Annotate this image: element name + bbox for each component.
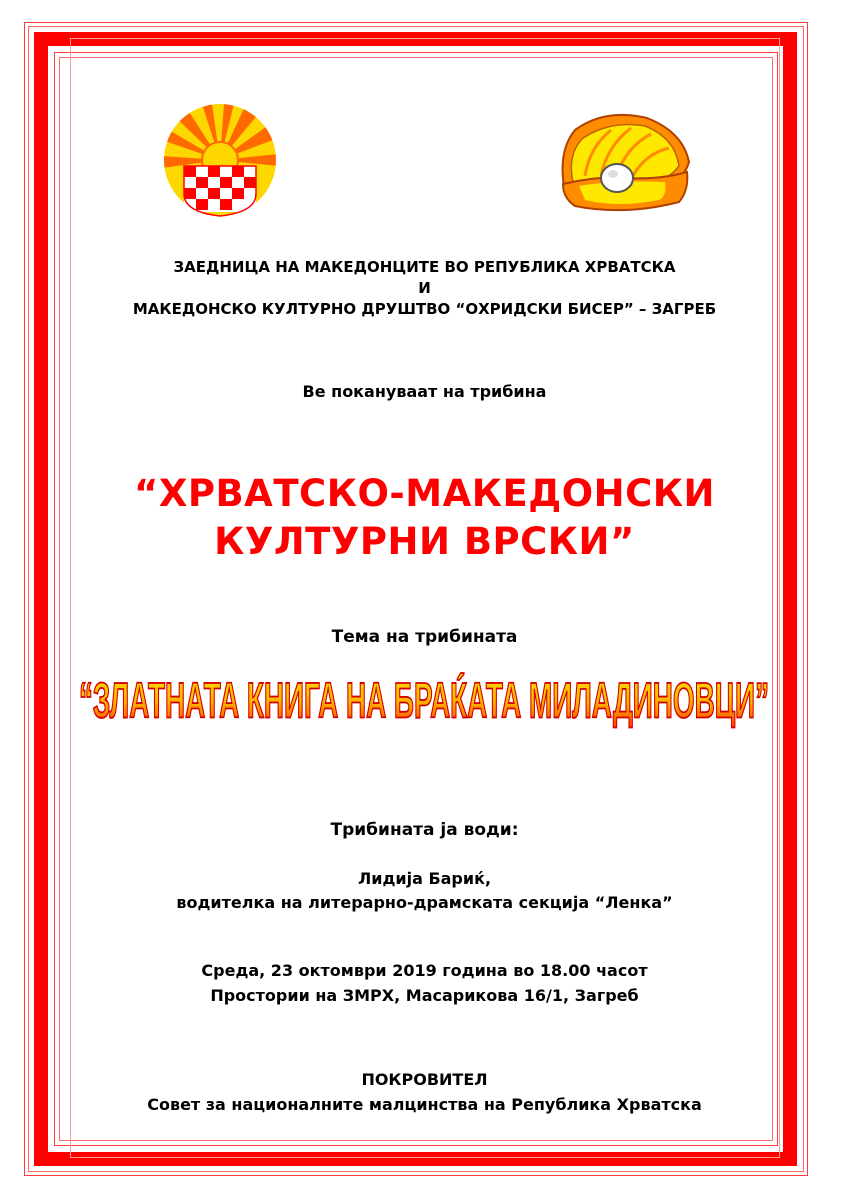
leader-info	[0, 867, 849, 915]
macedonian-community-logo	[162, 104, 278, 218]
organizer-conjunction: И	[418, 279, 431, 297]
organizers	[0, 257, 849, 320]
event-title-line-2: КУЛТУРНИ ВРСКИ”	[214, 520, 635, 563]
event-title	[0, 470, 849, 566]
leader-name: Лидија Бариќ,	[357, 869, 492, 888]
leader-role: водителка на литерарно-драмската секција “Ленка”	[176, 893, 673, 912]
theme-title	[60, 672, 789, 775]
event-title-line-1: “ХРВАТСКО-МАКЕДОНСКИ	[134, 472, 715, 515]
date-and-venue	[0, 958, 849, 1008]
theme-title-text: “ЗЛАТНАТА КНИГА НА БРАЌАТА МИЛАДИНОВЦИ”	[79, 672, 769, 729]
ohrid-pearl-shell-logo	[555, 112, 695, 214]
event-venue: Простории на ЗМРХ, Масарикова 16/1, Загреб	[210, 986, 639, 1005]
event-date: Среда, 23 октомври 2019 година во 18.00 часот	[201, 961, 648, 980]
organizer-2: МАКЕДОНСКО КУЛТУРНО ДРУШТВО “ОХРИДСКИ БИСЕР” – ЗАГРЕБ	[132, 300, 717, 318]
invitation-text: Ве покануваат на трибина	[302, 382, 547, 401]
leader-label: Трибината ја води:	[330, 820, 519, 840]
patron-info	[0, 1067, 849, 1117]
patron-label: ПОКРОВИТЕЛ	[361, 1070, 488, 1089]
theme-label: Тема на трибината	[331, 627, 518, 647]
organizer-1: ЗАЕДНИЦА НА МАКЕДОНЦИТЕ ВО РЕПУБЛИКА ХРВАТСКА	[173, 258, 676, 276]
patron-name: Совет за националните малцинства на Република Хрватска	[147, 1095, 702, 1114]
